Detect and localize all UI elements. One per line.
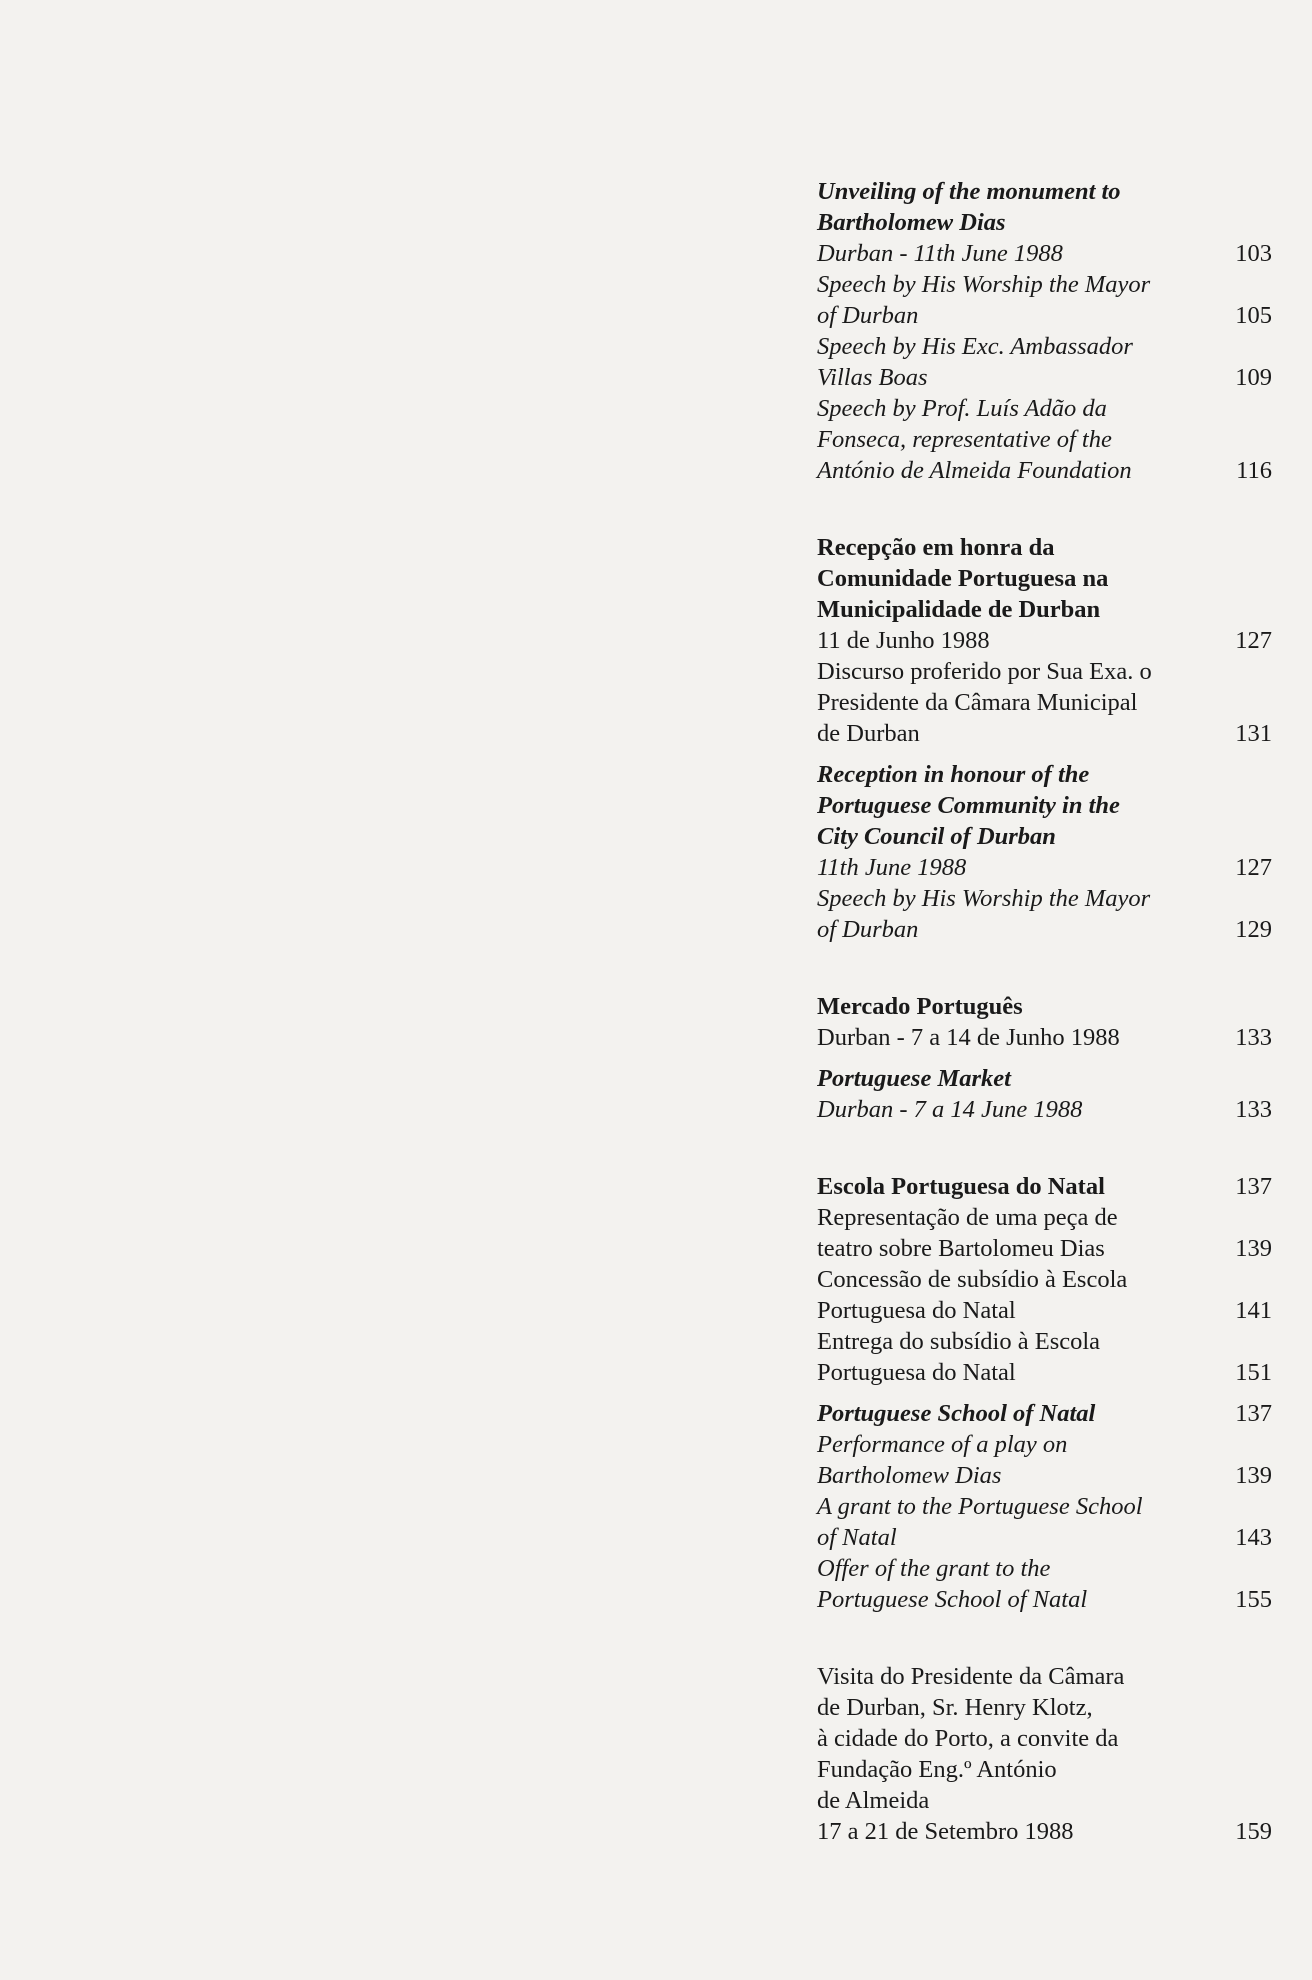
- toc-section-escola: [817, 1171, 1272, 1388]
- entry-line: 11 de Junho 1988: [817, 627, 990, 654]
- page-number: 116: [1236, 457, 1272, 484]
- entry-line: Offer of the grant to the: [817, 1555, 1051, 1582]
- page-number: 159: [1235, 1818, 1272, 1845]
- toc-section-mercado: [817, 991, 1272, 1053]
- entry-line: Entrega do subsídio à Escola: [817, 1328, 1101, 1355]
- section-heading: [817, 1398, 1272, 1429]
- toc-entry: [817, 1661, 1272, 1847]
- entry-line: Portuguesa do Natal: [817, 1297, 1016, 1324]
- toc-entry: [817, 238, 1272, 269]
- entry-line: Speech by Prof. Luís Adão da: [817, 395, 1107, 422]
- page-number: 155: [1235, 1586, 1272, 1613]
- entry-line: Durban - 7 a 14 de Junho 1988: [817, 1024, 1120, 1051]
- entry-line: Speech by His Worship the Mayor: [817, 271, 1151, 298]
- entry-line: Fundação Eng.º António: [817, 1756, 1057, 1783]
- page-number: 151: [1235, 1359, 1272, 1386]
- section-heading: [817, 532, 1272, 625]
- heading-line: Municipalidade de Durban: [817, 596, 1101, 623]
- entry-line: Visita do Presidente da Câmara: [817, 1663, 1125, 1690]
- page-number: 127: [1235, 627, 1272, 654]
- page-number: 137: [1235, 1173, 1272, 1200]
- heading-line: Comunidade Portuguesa na: [817, 565, 1109, 592]
- entry-line: Portuguesa do Natal: [817, 1359, 1016, 1386]
- page-number: 139: [1235, 1235, 1272, 1262]
- toc-entry: [817, 1022, 1272, 1053]
- table-of-contents: [817, 176, 1272, 1847]
- entry-line: à cidade do Porto, a convite da: [817, 1725, 1119, 1752]
- entry-line: de Durban: [817, 720, 920, 747]
- heading-line: Portuguese Market: [817, 1065, 1011, 1092]
- entry-line: Presidente da Câmara Municipal: [817, 689, 1138, 716]
- heading-line: Mercado Português: [817, 993, 1023, 1020]
- heading-line: Escola Portuguesa do Natal: [817, 1173, 1105, 1200]
- page-number: 103: [1235, 240, 1272, 267]
- toc-entry: [817, 1264, 1272, 1326]
- page-number: 127: [1235, 854, 1272, 881]
- section-heading: [817, 1171, 1272, 1202]
- entry-line: António de Almeida Foundation: [817, 457, 1132, 484]
- page-number: 139: [1235, 1462, 1272, 1489]
- toc-section-unveiling: [817, 176, 1272, 486]
- toc-entry: [817, 1094, 1272, 1125]
- entry-line: Speech by His Worship the Mayor: [817, 885, 1151, 912]
- toc-entry: [817, 269, 1272, 331]
- heading-line: Reception in honour of the: [817, 761, 1090, 788]
- toc-section-reception: [817, 759, 1272, 945]
- entry-line: Villas Boas: [817, 364, 928, 391]
- page-number: 141: [1235, 1297, 1272, 1324]
- toc-entry: [817, 625, 1272, 656]
- heading-line: Portuguese School of Natal: [817, 1400, 1096, 1427]
- toc-section-market: [817, 1063, 1272, 1125]
- entry-line: of Natal: [817, 1524, 897, 1551]
- heading-line: Unveiling of the monument to: [817, 178, 1121, 205]
- page-number: 137: [1235, 1400, 1272, 1427]
- section-heading: [817, 759, 1272, 852]
- entry-line: Concessão de subsídio à Escola: [817, 1266, 1128, 1293]
- entry-line: Durban - 7 a 14 June 1988: [817, 1096, 1083, 1123]
- entry-line: Portuguese School of Natal: [817, 1586, 1088, 1613]
- section-heading: [817, 1063, 1272, 1094]
- heading-line: Bartholomew Dias: [817, 209, 1006, 236]
- toc-section-school: [817, 1398, 1272, 1615]
- toc-entry: [817, 393, 1272, 486]
- entry-line: A grant to the Portuguese School: [817, 1493, 1143, 1520]
- page-number: 129: [1235, 916, 1272, 943]
- toc-entry: [817, 1553, 1272, 1615]
- entry-line: Durban - 11th June 1988: [817, 240, 1063, 267]
- page-number: 131: [1235, 720, 1272, 747]
- page-number: 133: [1235, 1096, 1272, 1123]
- entry-line: Speech by His Exc. Ambassador: [817, 333, 1133, 360]
- entry-line: teatro sobre Bartolomeu Dias: [817, 1235, 1105, 1262]
- toc-entry: [817, 852, 1272, 883]
- heading-line: Portuguese Community in the: [817, 792, 1120, 819]
- entry-line: of Durban: [817, 302, 919, 329]
- section-heading: [817, 176, 1272, 238]
- toc-section-visita: [817, 1661, 1272, 1847]
- page-number: 143: [1235, 1524, 1272, 1551]
- toc-entry: [817, 883, 1272, 945]
- page-number: 109: [1235, 364, 1272, 391]
- toc-entry: [817, 1491, 1272, 1553]
- entry-line: 11th June 1988: [817, 854, 967, 881]
- toc-entry: [817, 1429, 1272, 1491]
- entry-line: Fonseca, representative of the: [817, 426, 1112, 453]
- toc-entry: [817, 331, 1272, 393]
- section-heading: [817, 991, 1272, 1022]
- heading-line: City Council of Durban: [817, 823, 1056, 850]
- page-number: 105: [1235, 302, 1272, 329]
- toc-entry: [817, 656, 1272, 749]
- entry-line: Discurso proferido por Sua Exa. o: [817, 658, 1152, 685]
- entry-line: de Almeida: [817, 1787, 930, 1814]
- entry-line: 17 a 21 de Setembro 1988: [817, 1818, 1074, 1845]
- toc-section-recepcao: [817, 532, 1272, 749]
- entry-line: Representação de uma peça de: [817, 1204, 1118, 1231]
- toc-entry: [817, 1202, 1272, 1264]
- entry-line: of Durban: [817, 916, 919, 943]
- page-number: 133: [1235, 1024, 1272, 1051]
- entry-line: de Durban, Sr. Henry Klotz,: [817, 1694, 1093, 1721]
- heading-line: Recepção em honra da: [817, 534, 1055, 561]
- entry-line: Bartholomew Dias: [817, 1462, 1002, 1489]
- entry-line: Performance of a play on: [817, 1431, 1068, 1458]
- toc-entry: [817, 1326, 1272, 1388]
